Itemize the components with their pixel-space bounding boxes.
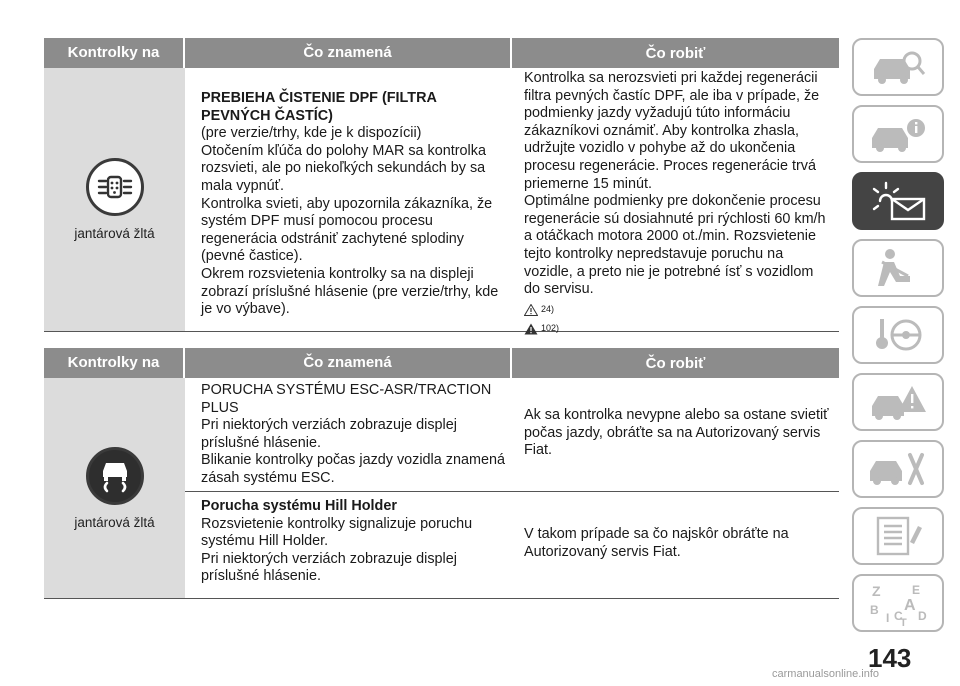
seat-airbag-icon[interactable]	[852, 239, 944, 297]
warning-triangle-icon	[524, 323, 538, 335]
icon-caption: jantárová žltá	[74, 514, 155, 530]
action-line: Optimálne podmienky pre dokončenie procesu regenerácie sú dosiahnuté pri rýchlosti 60 km/h a otáčkach motora 2000 ot./min. Rozsvietenie tejto kontrolky nepredstavuje poruchu na vozidle, a preto nie je potrebné ísť s vozidlom do servisu.	[524, 193, 826, 298]
header-action: Čo robiť	[645, 354, 706, 372]
watermark: carmanualsonline.info	[772, 668, 880, 680]
meaning-cell	[185, 68, 512, 331]
car-service-icon[interactable]	[852, 440, 944, 498]
svg-text:B: B	[870, 603, 879, 617]
meaning-line: Otočením kľúča do polohy MAR sa kontrolka rozsvieti, ale po niekoľkých sekundách by sa mala vypnúť.	[201, 142, 486, 194]
action-cell	[512, 68, 839, 334]
svg-text:Z: Z	[872, 583, 881, 599]
meaning-line: (pre verzie/trhy, kde je k dispozícii)	[201, 125, 422, 142]
meaning-cell	[185, 492, 512, 598]
icon-caption: jantárová žltá	[74, 226, 155, 241]
warning-ref: 102)	[541, 323, 560, 334]
meaning-line: Blikanie kontrolky počas jazdy vozidla znamená zásah systému ESC.	[201, 452, 505, 486]
icon-cell	[44, 378, 185, 598]
meaning-cell	[185, 378, 512, 491]
divider	[44, 598, 839, 599]
meaning-line: Okrem rozsvietenia kontrolky sa na displeji zobrazí príslušné hlásenie (pre verzie/trhy, kde je vo výbave).	[201, 265, 499, 318]
rows-group	[185, 378, 839, 598]
warning-table-dpf	[44, 38, 839, 332]
svg-text:D: D	[918, 609, 927, 623]
svg-text:E: E	[912, 583, 921, 597]
meaning-line: Rozsvietenie kontrolky signalizuje poruchu systému Hill Holder.	[201, 515, 473, 550]
header-panel-lights: Kontrolky na	[44, 38, 185, 68]
action-line: Kontrolka sa nerozsvieti pri každej regenerácii filtra pevných častíc DPF, ale iba v prípade, že podmienky jazdy vyžadujú túto informáciu zákazníkovi oznámiť. Aby kontrolka zhasla, udržujte vozidlo v pohybe až do ukončenia procesu regenerácie. Proces regenerácie trvá priemerne 15 minút.	[524, 70, 820, 192]
action-line: Ak sa kontrolka nevypne alebo sa ostane svietiť počas jazdy, obráťte sa na Autorizovaný servis Fiat.	[524, 407, 829, 459]
warning-table-esc	[44, 348, 839, 599]
meaning-title: Porucha systému Hill Holder	[201, 498, 397, 514]
action-cell	[512, 492, 839, 598]
page-number: 143	[868, 643, 912, 673]
car-breakdown-icon[interactable]	[852, 373, 944, 431]
header-meaning: Čo znamená	[185, 348, 512, 378]
chapter-sidebar	[852, 38, 952, 641]
meaning-line: Pri niektorých verziách zobrazuje displej príslušné hlásenie.	[201, 550, 457, 585]
warning-ref: 24)	[541, 303, 555, 314]
header-panel-lights: Kontrolky na	[44, 348, 185, 378]
svg-text:C: C	[894, 609, 903, 623]
action-cell	[512, 378, 839, 491]
svg-text:T: T	[900, 617, 907, 626]
car-search-icon[interactable]	[852, 38, 944, 96]
warning-triangle-icon	[524, 304, 538, 316]
svg-text:A: A	[904, 597, 916, 614]
action-line: V takom prípade sa čo najskôr obráťte na Autorizovaný servis Fiat.	[524, 526, 789, 560]
meaning-line: Pri niektorých verziách zobrazuje displej príslušné hlásenie.	[201, 417, 457, 451]
key-steering-icon[interactable]	[852, 306, 944, 364]
meaning-title: PREBIEHA ČISTENIE DPF (FILTRA PEVNÝCH ČASTÍC)	[201, 90, 437, 124]
warning-lights-icon[interactable]	[852, 172, 944, 230]
warning-note	[524, 301, 833, 319]
table-header	[44, 38, 839, 68]
car-info-icon[interactable]	[852, 105, 944, 163]
meaning-line: PORUCHA SYSTÉMU ESC-ASR/TRACTION PLUS	[201, 382, 492, 416]
warning-note	[524, 320, 833, 338]
header-action: Čo robiť	[645, 44, 706, 62]
document-list-icon[interactable]	[852, 507, 944, 565]
header-meaning: Čo znamená	[185, 38, 512, 68]
icon-cell	[44, 68, 185, 331]
svg-text:I: I	[886, 611, 890, 625]
dpf-warning-icon	[86, 158, 144, 216]
index-letters-icon[interactable]	[852, 574, 944, 632]
meaning-line: Kontrolka svieti, aby upozornila zákazníka, že systém DPF musí pomocou procesu regenerácia odstrániť zachytené splodiny (pevné častice).	[201, 195, 493, 265]
table-header	[44, 348, 839, 378]
esc-skid-icon	[86, 447, 144, 505]
